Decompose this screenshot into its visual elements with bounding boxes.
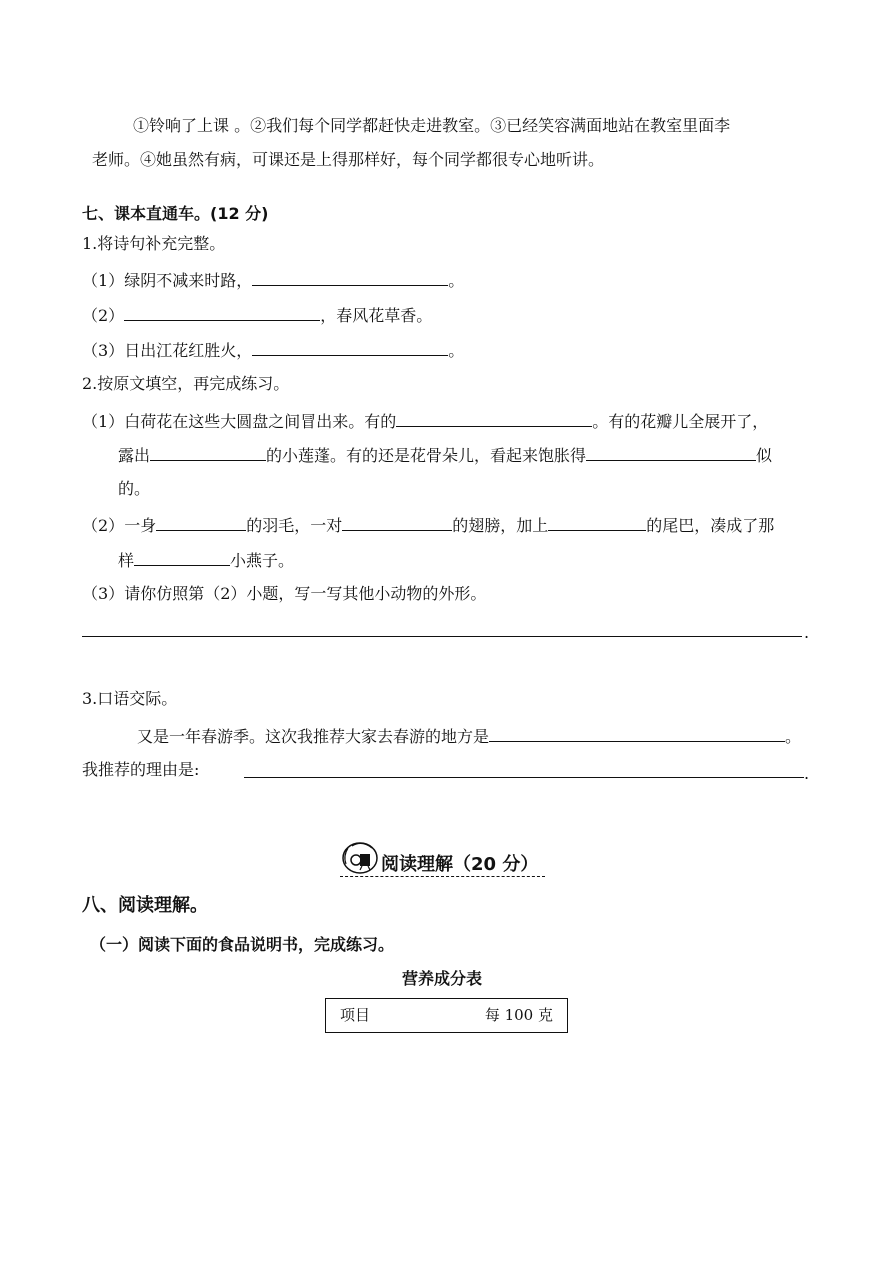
table-title: 营养成分表 — [402, 969, 483, 988]
nutrition-table — [325, 998, 568, 1033]
answer-blank[interactable] — [548, 516, 646, 531]
q2-p2-line1: （2）一身 的羽毛，一对 的翅膀，加上 的尾巴，凑成了那 — [82, 516, 775, 535]
q1-item-2: （2） ，春风花草香。 — [82, 306, 433, 325]
answer-line[interactable] — [82, 636, 802, 637]
answer-blank[interactable] — [134, 551, 230, 566]
q3-line2-label: 我推荐的理由是: — [82, 760, 200, 779]
passage-line-1: ①铃响了上课 。②我们每个同学都赶快走进教室。③已经笑容满面地站在教室里面李 — [133, 116, 731, 135]
answer-blank[interactable] — [586, 446, 756, 461]
table-header-per100g: 每 100 克 — [484, 1006, 553, 1024]
answer-blank[interactable] — [150, 446, 266, 461]
table-row — [326, 999, 568, 1033]
answer-blank[interactable] — [124, 306, 320, 321]
section8-title: 八、阅读理解。 — [82, 895, 208, 916]
q2-p1-line3: 的。 — [118, 479, 151, 498]
answer-blank[interactable] — [342, 516, 452, 531]
q1-item-3: （3）日出江花红胜火， 。 — [82, 341, 465, 360]
end-period: . — [804, 764, 810, 783]
reading-section-header: 阅读理解（20 分） — [381, 854, 539, 875]
q2-p2-line2: 样 小燕子。 — [118, 551, 295, 570]
answer-blank[interactable] — [252, 341, 448, 356]
passage-line-2: 老师。④她虽然有病，可课还是上得那样好，每个同学都很专心地听讲。 — [92, 150, 605, 169]
answer-blank[interactable] — [396, 412, 592, 427]
header-underline — [340, 876, 545, 877]
section7-title: 七、课本直通车。(12 分) — [82, 204, 269, 223]
answer-line[interactable] — [244, 777, 804, 778]
q2-p1-line1: （1）白荷花在这些大圆盘之间冒出来。有的 。有的花瓣儿全展开了， — [82, 412, 769, 431]
table-header-item: 项目 — [340, 1006, 371, 1024]
speaker-icon — [340, 836, 380, 876]
q2-p3: （3）请你仿照第（2）小题，写一写其他小动物的外形。 — [82, 584, 487, 603]
q1-item-1: （1）绿阴不减来时路， 。 — [82, 271, 465, 290]
end-period: . — [804, 623, 810, 642]
answer-blank[interactable] — [156, 516, 246, 531]
q2-title: 2.按原文填空，再完成练习。 — [82, 374, 290, 393]
section8-sub1: （一）阅读下面的食品说明书，完成练习。 — [90, 935, 395, 954]
q3-title: 3.口语交际。 — [82, 689, 178, 708]
answer-blank[interactable] — [489, 727, 785, 742]
q2-p1-line2: 露出 的小莲蓬。有的还是花骨朵儿，看起来饱胀得 似 — [118, 446, 773, 465]
q3-line1: 又是一年春游季。这次我推荐大家去春游的地方是 。 — [137, 727, 802, 746]
answer-blank[interactable] — [252, 271, 448, 286]
table-header-row — [326, 999, 568, 1033]
q1-title: 1.将诗句补充完整。 — [82, 234, 226, 253]
